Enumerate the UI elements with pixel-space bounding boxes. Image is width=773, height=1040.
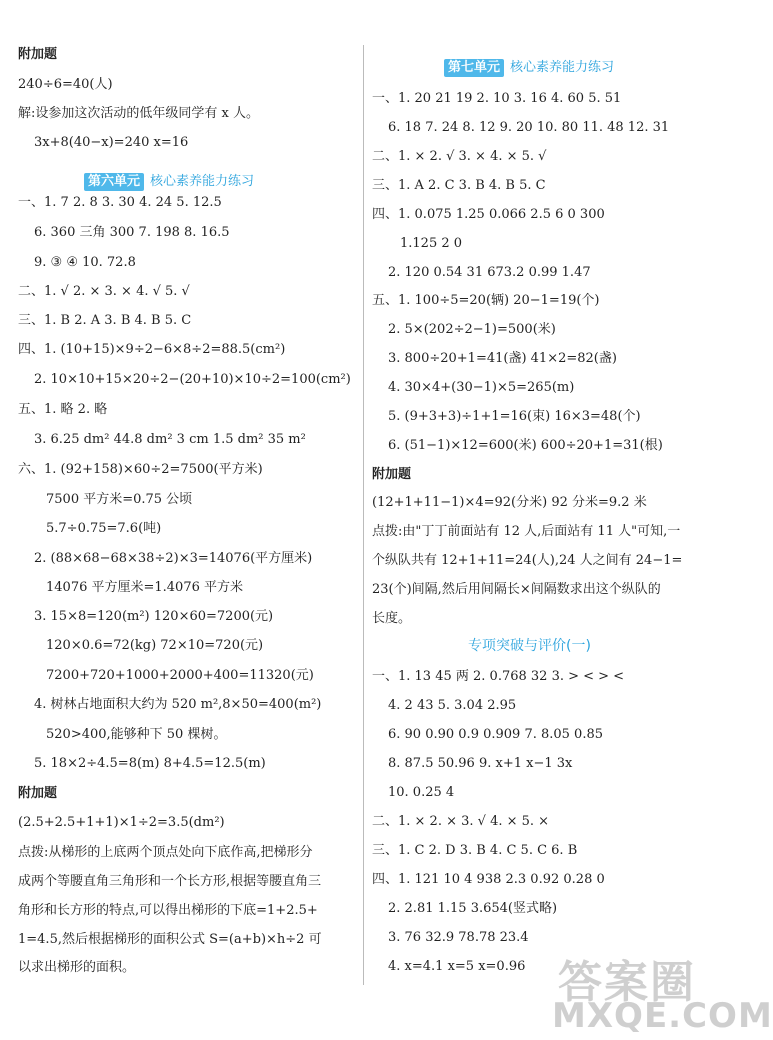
answer-line: 2. 5×(202÷2−1)=500(米) [388, 322, 556, 337]
watermark-brand: 答案圈 [558, 957, 696, 1008]
answer-line: 二、1. × 2. × 3. √ 4. × 5. × [372, 814, 550, 829]
answer-line: 6. 90 0.90 0.9 0.909 7. 8.05 0.85 [388, 727, 604, 742]
answer-line: 8. 87.5 50.96 9. x+1 x−1 3x [388, 756, 573, 771]
answer-line: (2.5+2.5+1+1)×1÷2=3.5(dm²) [18, 815, 225, 830]
special-section-title: 专项突破与评价(一) [468, 638, 591, 654]
answer-line: 7500 平方米=0.75 公顷 [46, 492, 193, 507]
special-section-header [468, 637, 591, 656]
answer-line: 2. 2.81 1.15 3.654(竖式略) [388, 901, 558, 916]
answer-line: (12+1+11−1)×4=92(分米) 92 分米=9.2 米 [372, 495, 647, 510]
unit-seven-title: 核心素养能力练习 [510, 60, 615, 75]
answer-line: 四、1. 0.075 1.25 0.066 2.5 6 0 300 [372, 207, 605, 222]
answer-line: 4. 30×4+(30−1)×5=265(m) [388, 380, 575, 395]
answer-line: 四、1. 121 10 4 938 2.3 0.92 0.28 0 [372, 872, 605, 887]
answer-line: 14076 平方厘米=1.4076 平方米 [46, 580, 243, 595]
answer-line: 四、1. (10+15)×9÷2−6×8÷2=88.5(cm²) [18, 342, 286, 357]
watermark [548, 946, 773, 1036]
answer-line: 6. 360 三角 300 7. 198 8. 16.5 [34, 225, 230, 240]
answer-line: 点拨:从梯形的上底两个顶点处向下底作高,把梯形分 [18, 845, 313, 860]
answer-line: 六、1. (92+158)×60÷2=7500(平方米) [18, 462, 263, 477]
answer-line: 6. 18 7. 24 8. 12 9. 20 10. 80 11. 48 12. 31 [388, 120, 670, 135]
answer-line: 4. 2 43 5. 3.04 2.95 [388, 698, 517, 713]
answer-line: 附加题 [18, 47, 58, 62]
answer-line: 解:设参加这次活动的低年级同学有 x 人。 [18, 106, 259, 121]
answer-line: 10. 0.25 4 [388, 785, 455, 800]
answer-line: 2. (88×68−68×38÷2)×3=14076(平方厘米) [34, 551, 313, 566]
answer-line: 个纵队共有 12+1+11=24(人),24 人之间有 24−1= [372, 553, 683, 568]
answer-line: 以求出梯形的面积。 [18, 960, 136, 975]
answer-line: 5. (9+3+3)÷1+1=16(束) 16×3=48(个) [388, 409, 641, 424]
watermark-url: MXQE.COM [552, 996, 773, 1036]
unit-six-header [84, 173, 254, 191]
answer-line: 2. 120 0.54 31 673.2 0.99 1.47 [388, 265, 591, 280]
answer-line: 3. 15×8=120(m²) 120×60=7200(元) [34, 609, 274, 624]
answer-line: 120×0.6=72(kg) 72×10=720(元) [46, 638, 264, 653]
answer-line: 3. 800÷20+1=41(盏) 41×2=82(盏) [388, 351, 617, 366]
answer-line: 240÷6=40(人) [18, 77, 113, 92]
answer-line: 23(个)间隔,然后用间隔长×间隔数求出这个纵队的 [372, 582, 661, 597]
answer-line: 一、1. 20 21 19 2. 10 3. 16 4. 60 5. 51 [372, 91, 622, 106]
answer-line: 二、1. × 2. √ 3. × 4. × 5. √ [372, 149, 547, 164]
answer-line: 点拨:由"丁丁前面站有 12 人,后面站有 11 人"可知,一 [372, 524, 681, 539]
answer-line: 成两个等腰直角三角形和一个长方形,根据等腰直角三 [18, 874, 322, 889]
answer-line: 一、1. 7 2. 8 3. 30 4. 24 5. 12.5 [18, 195, 222, 210]
unit-six-tag: 第六单元 [84, 173, 144, 191]
answer-line: 附加题 [372, 467, 412, 482]
answer-line: 一、1. 13 45 两 2. 0.768 32 3. > < > < [372, 669, 625, 684]
answer-line: 4. x=4.1 x=5 x=0.96 [388, 959, 526, 974]
answer-line: 5.7÷0.75=7.6(吨) [46, 521, 162, 536]
answer-line: 3. 76 32.9 78.78 23.4 [388, 930, 529, 945]
answer-line: 3x+8(40−x)=240 x=16 [34, 135, 189, 150]
answer-line: 五、1. 略 2. 略 [18, 402, 108, 417]
answer-line: 2. 10×10+15×20÷2−(20+10)×10÷2=100(cm²) [34, 372, 351, 387]
answer-line: 1.125 2 0 [400, 236, 463, 251]
answer-line: 9. ③ ④ 10. 72.8 [34, 255, 136, 270]
answer-line: 4. 树林占地面积大约为 520 m²,8×50=400(m²) [34, 697, 322, 712]
answer-line: 长度。 [372, 611, 412, 626]
answer-line: 三、1. A 2. C 3. B 4. B 5. C [372, 178, 546, 193]
unit-seven-header [444, 59, 614, 77]
answer-line: 五、1. 100÷5=20(辆) 20−1=19(个) [372, 293, 600, 308]
unit-six-title: 核心素养能力练习 [150, 174, 255, 189]
answer-line: 6. (51−1)×12=600(米) 600÷20+1=31(根) [388, 438, 663, 453]
column-divider [363, 45, 364, 985]
answer-line: 5. 18×2÷4.5=8(m) 8+4.5=12.5(m) [34, 756, 266, 771]
answer-line: 三、1. B 2. A 3. B 4. B 5. C [18, 313, 192, 328]
answer-line: 520>400,能够种下 50 棵树。 [46, 727, 227, 742]
answer-line: 角形和长方形的特点,可以得出梯形的下底=1+2.5+ [18, 903, 318, 918]
answer-line: 1=4.5,然后根据梯形的面积公式 S=(a+b)×h÷2 可 [18, 932, 322, 947]
answer-line: 三、1. C 2. D 3. B 4. C 5. C 6. B [372, 843, 578, 858]
answer-line: 二、1. √ 2. × 3. × 4. √ 5. √ [18, 284, 190, 299]
answer-line: 7200+720+1000+2000+400=11320(元) [46, 668, 314, 683]
answer-line: 3. 6.25 dm² 44.8 dm² 3 cm 1.5 dm² 35 m² [34, 432, 306, 447]
unit-seven-tag: 第七单元 [444, 59, 504, 77]
answer-line: 附加题 [18, 786, 58, 801]
